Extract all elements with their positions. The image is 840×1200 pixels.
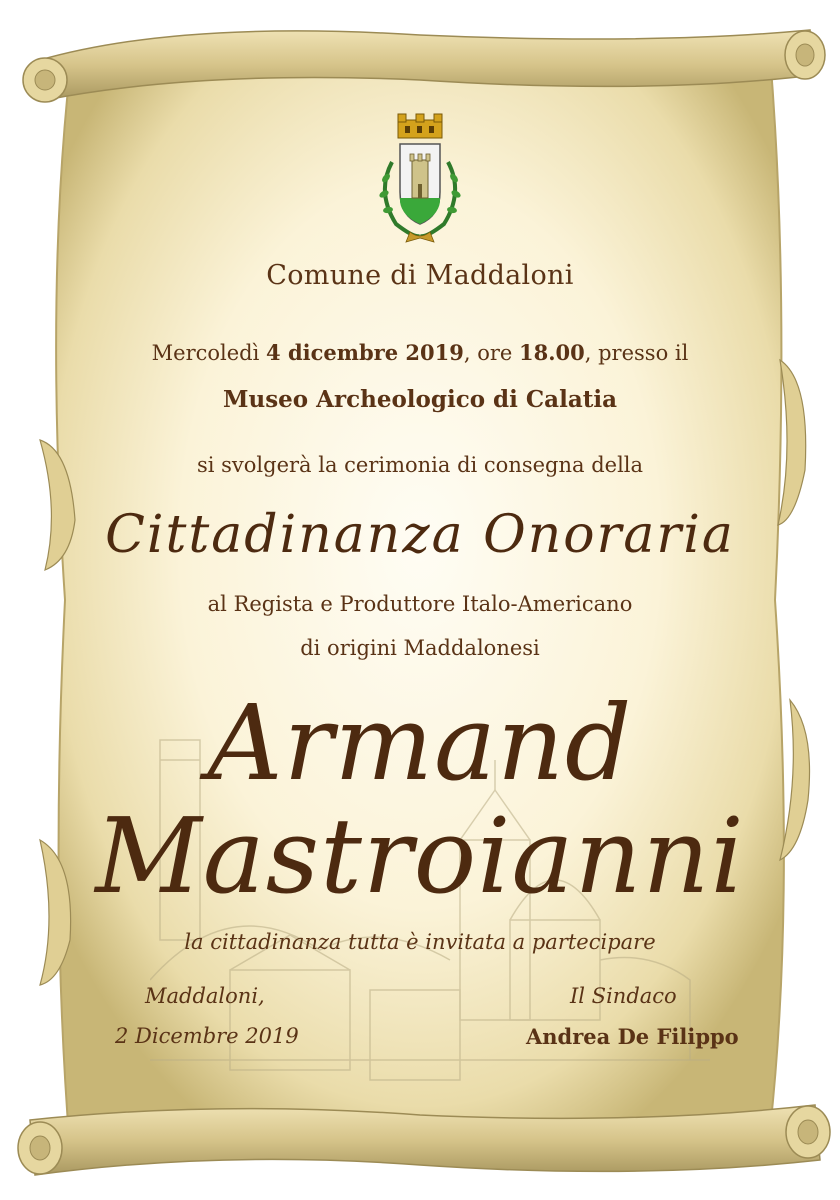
recipient-last-name: Mastroianni xyxy=(95,795,745,917)
date-prefix: Mercoledì xyxy=(151,341,267,365)
venue-name: Museo Archeologico di Calatia xyxy=(223,386,617,413)
honor-title: Cittadinanza Onoraria xyxy=(105,505,735,565)
invitation-line: la cittadinanza tutta è invitata a partecipare xyxy=(184,930,656,954)
municipal-coat-of-arms-icon xyxy=(370,112,470,252)
recipient-first-name: Armand xyxy=(207,682,633,804)
signature-date: 2 Dicembre 2019 xyxy=(115,1024,299,1048)
date-suffix: , presso il xyxy=(584,341,689,365)
recipient-description-line2: di origini Maddalonesi xyxy=(300,636,540,660)
recipient-description-line1: al Regista e Produttore Italo-Americano xyxy=(207,592,633,616)
signatory-role: Il Sindaco xyxy=(570,984,677,1008)
signatory-name: Andrea De Filippo xyxy=(526,1024,739,1049)
event-date-line xyxy=(0,340,840,365)
event-date: 4 dicembre 2019 xyxy=(266,340,464,365)
event-time: 18.00 xyxy=(518,340,585,365)
ceremony-line: si svolgerà la cerimonia di consegna della xyxy=(196,453,644,477)
municipality-name: Comune di Maddaloni xyxy=(266,260,574,291)
signature-place: Maddaloni, xyxy=(145,984,265,1008)
date-middle: , ore xyxy=(463,341,519,365)
